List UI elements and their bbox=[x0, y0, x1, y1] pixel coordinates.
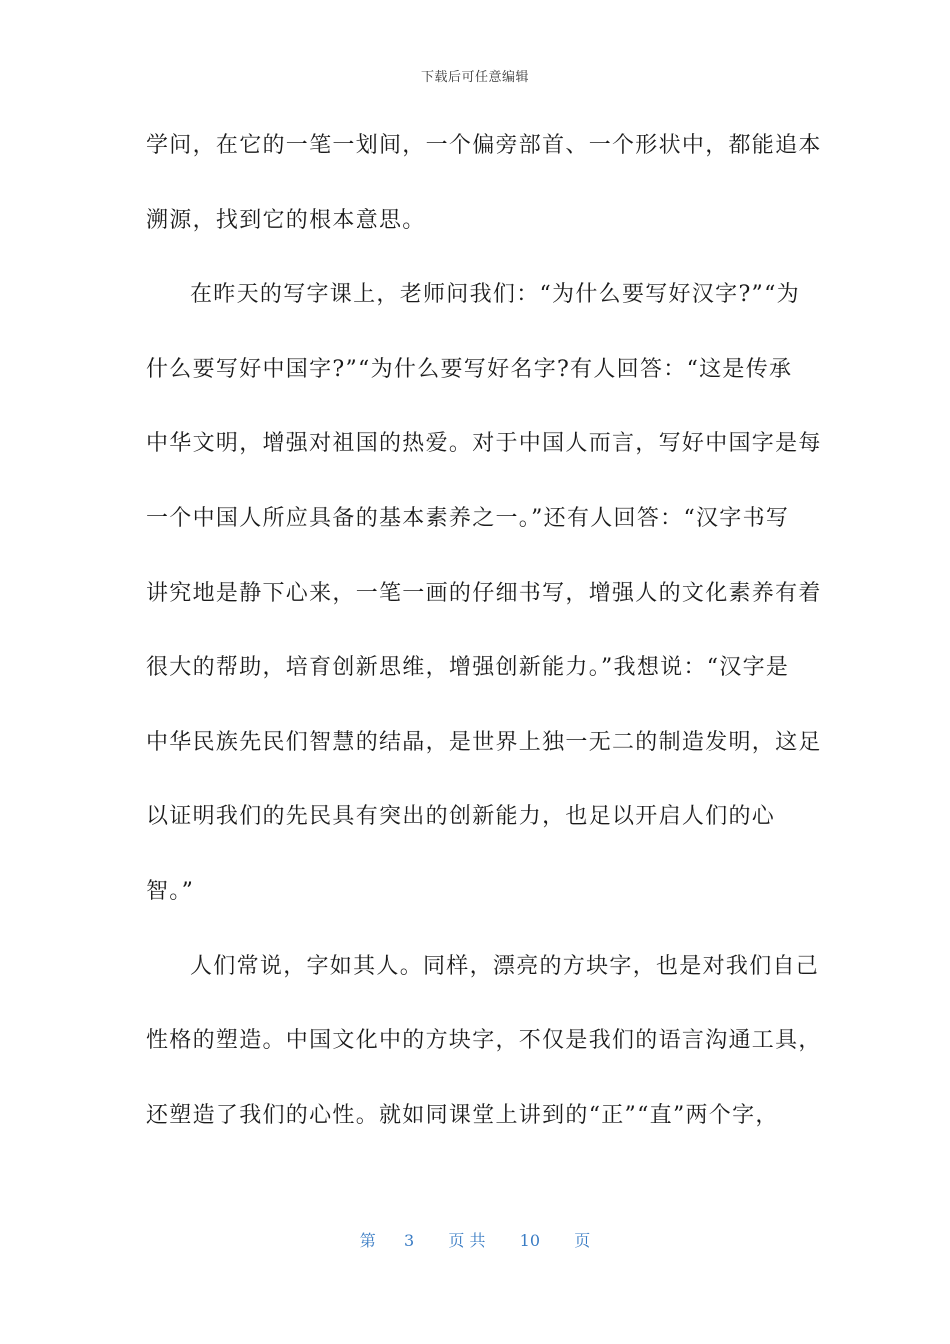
footer-current-page: 3 bbox=[403, 1231, 415, 1250]
footer-middle: 页 共 bbox=[448, 1231, 486, 1250]
text-line: 还塑造了我们的心性。就如同课堂上讲到的“正”“直”两个字， bbox=[146, 1102, 779, 1128]
text-line: 中华民族先民们智慧的结晶，是世界上独一无二的制造发明，这足 bbox=[146, 729, 822, 755]
text-line: 在昨天的写字课上，老师问我们：“为什么要写好汉字?”“为 bbox=[190, 282, 800, 308]
text-line: 很大的帮助，培育创新思维，增强创新能力。”我想说：“汉字是 bbox=[146, 655, 790, 681]
text-line: 什么要写好中国字?”“为什么要写好名字?有人回答：“这是传承 bbox=[146, 356, 793, 382]
page-footer bbox=[0, 1228, 950, 1251]
text-line: 学问，在它的一笔一划间，一个偏旁部首、一个形状中，都能追本 bbox=[146, 133, 822, 158]
text-line: 以证明我们的先民具有突出的创新能力，也足以开启人们的心 bbox=[146, 804, 776, 830]
text-line: 性格的塑造。中国文化中的方块字，不仅是我们的语言沟通工具， bbox=[146, 1028, 822, 1054]
text-line: 溯源，找到它的根本意思。 bbox=[146, 207, 426, 233]
text-line: 一个中国人所应具备的基本素养之一。”还有人回答：“汉字书写 bbox=[146, 505, 790, 531]
footer-total-pages: 10 bbox=[519, 1231, 540, 1250]
page-header-note: 下载后可任意编辑 bbox=[420, 70, 529, 85]
text-line: 讲究地是静下心来，一笔一画的仔细书写，增强人的文化素养有着 bbox=[146, 580, 822, 606]
text-line: 智。” bbox=[146, 878, 195, 904]
text-line: 人们常说，字如其人。同样，漂亮的方块字，也是对我们自己 bbox=[190, 953, 820, 979]
text-line: 中华文明，增强对祖国的热爱。对于中国人而言，写好中国字是每 bbox=[146, 431, 822, 457]
footer-suffix: 页 bbox=[574, 1231, 591, 1250]
document-body bbox=[146, 124, 822, 1168]
footer-prefix: 第 bbox=[359, 1231, 376, 1250]
